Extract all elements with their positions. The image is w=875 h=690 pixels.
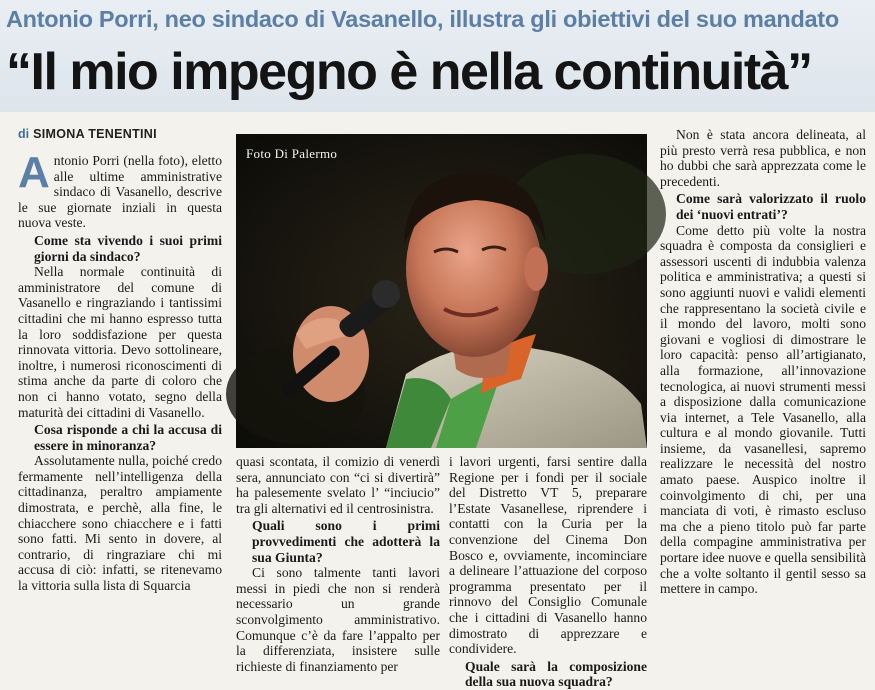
- answer-5: Come detto più volte la nostra squadra è composta da consiglieri e assessori uscenti di indubbia valenza politica e amministrativa; a questi si sono aggiunti nuovi e validi elementi che rappresentano la società civile e il mondo del lavoro, molti sono giovani e vogliosi di dimostrare le loro capacità: penso all’artigianato, alla formazione, all’innovazione tecnologica, ai nuovi strumenti messi a disposizione dalla comunicazione via internet, a Tele Vasanello, alla cultura e al mondo giovanile. Tutti insieme, da vasanellesi, sapremo realizzare le necessità del nostro amato paese. Auspico inoltre il coinvolgimento di chi, per una manciata di voti, è rimasto escluso ma che a pieno titolo può far parte della compagine amministrativa per portare idee nuove e quella sensibilità che a volte soltanto il gentil sesso sa mettere in campo.: [660, 222, 866, 597]
- byline-author: SIMONA TENENTINI: [33, 127, 157, 141]
- question-4: Quale sarà la composizione della sua nuova squadra?: [465, 658, 647, 690]
- article-column-3: [449, 454, 647, 690]
- answer-3-continued: i lavori urgenti, farsi sentire dalla Regione per i fondi per il sociale del Distretto VT 5, preparare l’Estate Vasanellese, riprendere i contatti con la Curia per la convenzione del Cinema Don Bosco e, ovviamente, incominciare a delineare l’attuazione del corposo programma presentato per il rinnovo del Consiglio Comunale che i cittadini di Vasanello hanno dimostrato di apprezzare e condividere.: [449, 454, 647, 657]
- portrait-illustration: [236, 134, 647, 448]
- question-5: Come sarà valorizzato il ruolo dei ‘nuovi entrati’?: [676, 191, 866, 222]
- drop-cap: A: [18, 148, 50, 197]
- intro-text: ntonio Porri (nella foto), eletto alle ultime amministrative sindaco di Vasanello, descrive le sue giornate inziali in questa nuova veste.: [18, 153, 222, 231]
- answer-1: Nella normale continuità di amministratore del comune di Vasanello e ringraziando i tantissimi cittadini che mi hanno espresso tutta la loro soddisfazione per questa rinnovata vittoria. Devo sottolineare, inoltre, i numerosi riconoscimenti di stima anche da parte di coloro che non ci hanno votato, segno della maturità dei cittadini di Vasanello.: [18, 264, 222, 420]
- photo-credit: Foto Di Palermo: [246, 146, 338, 161]
- intro-paragraph: [18, 148, 222, 231]
- article-column-1: [18, 148, 222, 678]
- question-1: Come sta vivendo i suoi primi giorni da sindaco?: [34, 232, 222, 264]
- article-headline: “Il mio impegno è nella continuità”: [6, 43, 812, 101]
- article-column-2: [236, 454, 440, 679]
- byline-prefix: di: [18, 127, 30, 141]
- answer-2-continued: quasi scontata, il comizio di venerdì sera, annunciato con “ci si divertirà” ha palesemente svelato l’ “inciucio” tra gli alternativi ed il centrosinistra.: [236, 454, 440, 516]
- byline: [18, 127, 157, 141]
- answer-4: Non è stata ancora delineata, al più presto verrà resa pubblica, e non ho dubbi che sarà apprezzata come le precedenti.: [660, 127, 866, 189]
- answer-3: Ci sono talmente tanti lavori messi in piedi che non si renderà necessario un grande sconvolgimento amministrativo. Comunque c’è da fare l’appalto per la differenziata, insistere sulle richieste di finanziamento per: [236, 565, 440, 674]
- article-kicker: Antonio Porri, neo sindaco di Vasanello, illustra gli obiettivi del suo mandato: [6, 6, 839, 32]
- question-3: Quali sono i primi provvedimenti che adotterà la sua Giunta?: [252, 518, 440, 565]
- question-2: Cosa risponde a chi la accusa di essere in minoranza?: [34, 422, 222, 453]
- answer-2: Assolutamente nulla, poiché credo fermamente nell’intelligenza della cittadinanza, peraltro ampiamente dimostrata, e perchè, alla fine, le chiacchere sono chiacchere e i fatti sono fatti. Mi sento in dovere, al contrario, di ringraziare chi mi accusa di ciò: infatti, se ritenevamo la vittoria sulla lista di Squarcia: [18, 453, 222, 594]
- portrait-photo: [236, 134, 647, 448]
- article-column-4: [660, 127, 866, 678]
